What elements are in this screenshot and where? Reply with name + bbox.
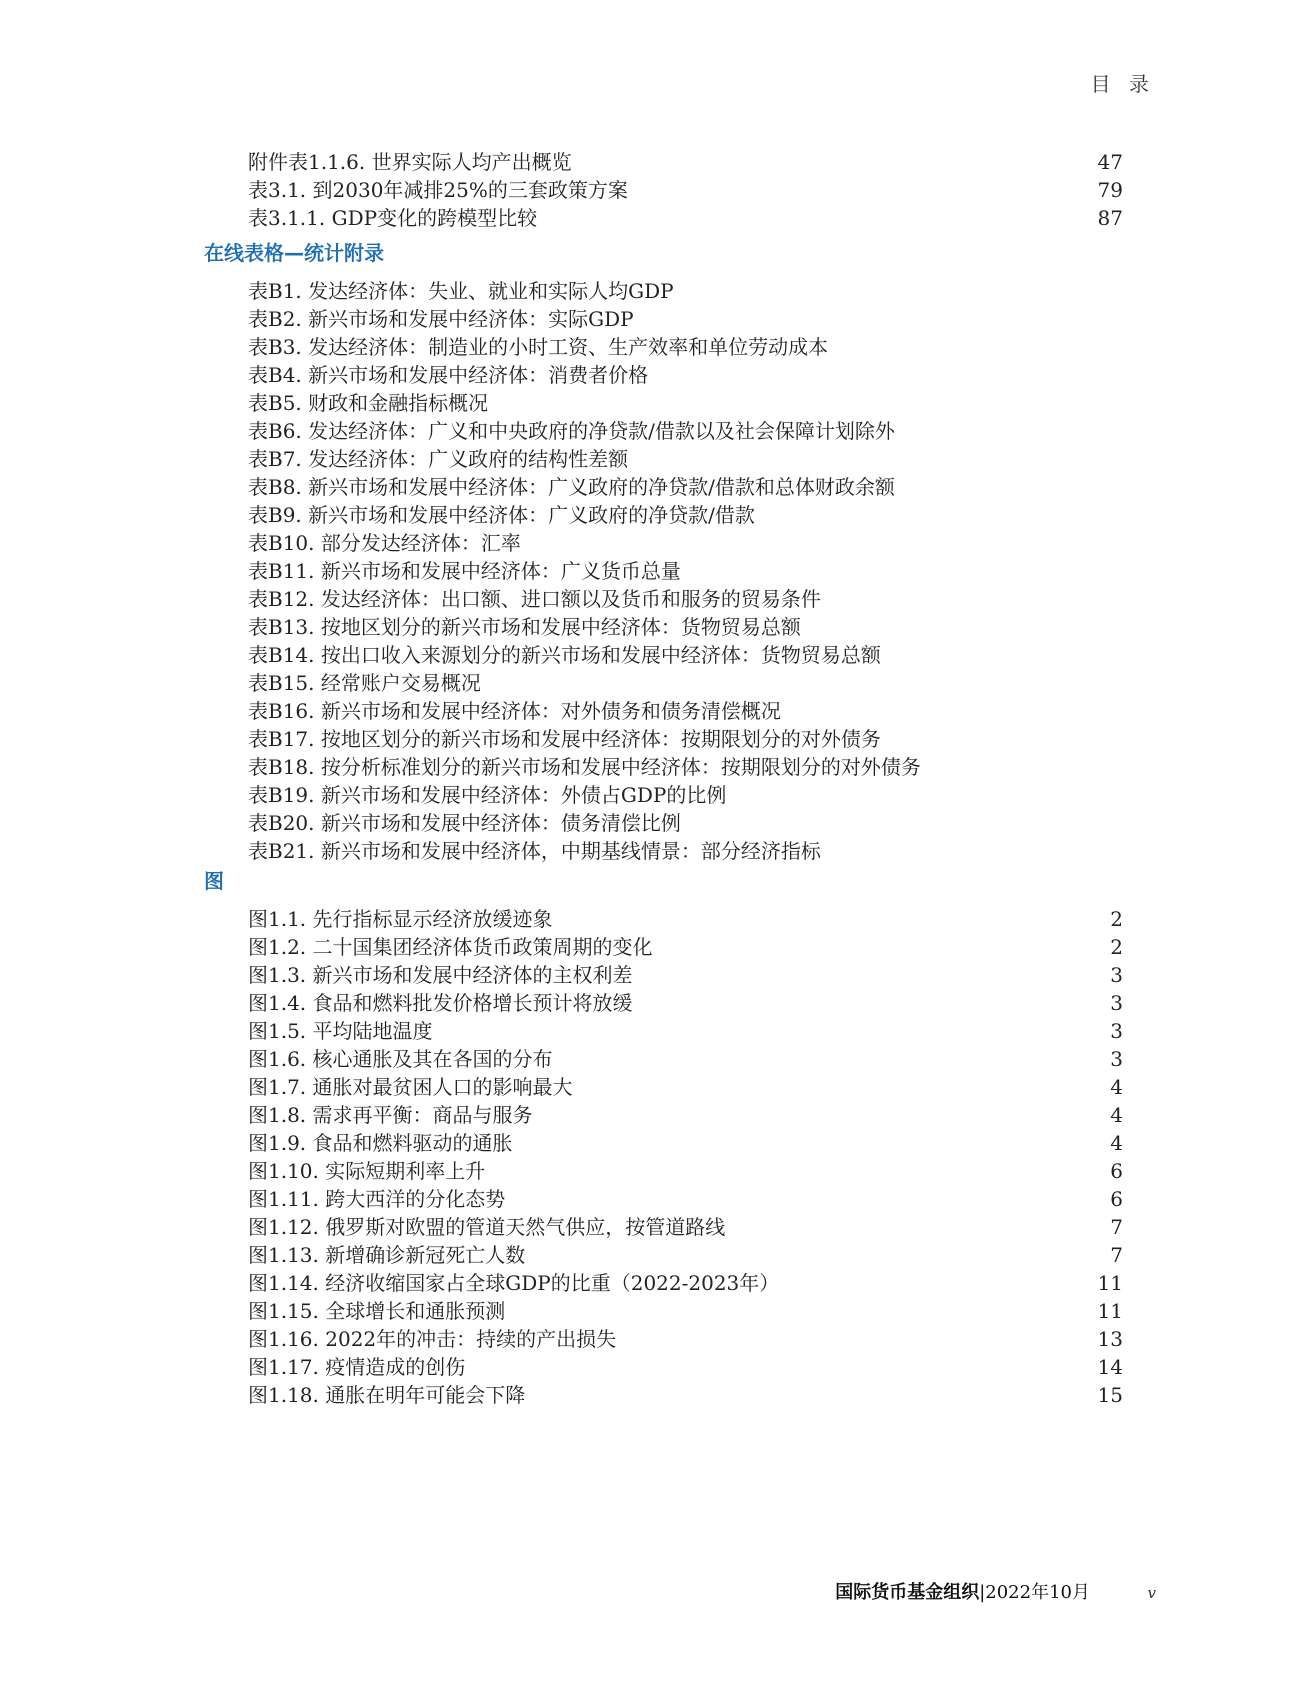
toc-entry[interactable] (248, 175, 1123, 205)
toc-entry[interactable] (248, 1072, 1123, 1102)
toc-entry[interactable] (248, 612, 1123, 642)
toc-entry[interactable] (248, 203, 1123, 233)
toc-entry-label: 图1.11. 跨大西洋的分化态势 (248, 1187, 506, 1211)
toc-entry[interactable] (248, 780, 1123, 810)
toc-entry[interactable] (248, 1184, 1123, 1214)
toc-entry-label: 图1.15. 全球增长和通胀预测 (248, 1299, 506, 1323)
toc-entry-page-number: 2 (1110, 907, 1123, 931)
toc-entry[interactable] (248, 388, 1123, 418)
toc-entry-page-number: 4 (1110, 1131, 1123, 1155)
toc-entry-label: 表B11. 新兴市场和发展中经济体：广义货币总量 (248, 559, 681, 583)
toc-entry-label: 表B15. 经常账户交易概况 (248, 671, 481, 695)
section-heading-online-tables: 在线表格—统计附录 (204, 241, 384, 265)
toc-entry-label: 图1.6. 核心通胀及其在各国的分布 (248, 1047, 553, 1071)
toc-entry[interactable] (248, 500, 1123, 530)
toc-entry[interactable] (248, 147, 1123, 177)
toc-entry-label: 图1.10. 实际短期利率上升 (248, 1159, 486, 1183)
toc-entry[interactable] (248, 1268, 1123, 1298)
toc-entry-label: 表B8. 新兴市场和发展中经济体：广义政府的净贷款/借款和总体财政余额 (248, 475, 895, 499)
toc-entry[interactable] (248, 1156, 1123, 1186)
toc-entry-page-number: 4 (1110, 1075, 1123, 1099)
toc-entry-page-number: 2 (1110, 935, 1123, 959)
toc-entry[interactable] (248, 1016, 1123, 1046)
toc-entry-label: 图1.18. 通胀在明年可能会下降 (248, 1383, 526, 1407)
toc-entry-label: 表B18. 按分析标准划分的新兴市场和发展中经济体：按期限划分的对外债务 (248, 755, 921, 779)
toc-entry[interactable] (248, 752, 1123, 782)
toc-entry[interactable] (248, 1380, 1123, 1410)
toc-entry-page-number: 15 (1097, 1383, 1123, 1407)
toc-entry-label: 表B6. 发达经济体：广义和中央政府的净贷款/借款以及社会保障计划除外 (248, 419, 895, 443)
toc-entry[interactable] (248, 1352, 1123, 1382)
toc-entry[interactable] (248, 1128, 1123, 1158)
toc-entry-page-number: 6 (1110, 1159, 1123, 1183)
toc-entry-label: 表3.1. 到2030年减排25%的三套政策方案 (248, 178, 628, 202)
toc-entry-label: 表B16. 新兴市场和发展中经济体：对外债务和债务清偿概况 (248, 699, 781, 723)
toc-entry[interactable] (248, 472, 1123, 502)
toc-entry-label: 表B14. 按出口收入来源划分的新兴市场和发展中经济体：货物贸易总额 (248, 643, 881, 667)
toc-entry-label: 表B3. 发达经济体：制造业的小时工资、生产效率和单位劳动成本 (248, 335, 829, 359)
toc-entry[interactable] (248, 668, 1123, 698)
toc-entry-label: 图1.14. 经济收缩国家占全球GDP的比重（2022-2023年） (248, 1271, 780, 1295)
toc-entry-label: 图1.17. 疫情造成的创伤 (248, 1355, 466, 1379)
toc-entry[interactable] (248, 1324, 1123, 1354)
toc-entry[interactable] (248, 584, 1123, 614)
toc-entry-page-number: 4 (1110, 1103, 1123, 1127)
toc-entry[interactable] (248, 556, 1123, 586)
section-heading-figures: 图 (204, 869, 224, 893)
toc-entry[interactable] (248, 640, 1123, 670)
toc-entry-page-number: 7 (1110, 1215, 1123, 1239)
toc-entry-label: 图1.4. 食品和燃料批发价格增长预计将放缓 (248, 991, 633, 1015)
toc-entry-page-number: 6 (1110, 1187, 1123, 1211)
toc-entry-label: 表B1. 发达经济体：失业、就业和实际人均GDP (248, 279, 674, 303)
toc-entry-label: 图1.16. 2022年的冲击：持续的产出损失 (248, 1327, 617, 1351)
toc-entry[interactable] (248, 696, 1123, 726)
toc-entry-label: 表B13. 按地区划分的新兴市场和发展中经济体：货物贸易总额 (248, 615, 801, 639)
toc-entry-label: 表B12. 发达经济体：出口额、进口额以及货币和服务的贸易条件 (248, 587, 821, 611)
toc-entry[interactable] (248, 1044, 1123, 1074)
page-footer (0, 1578, 1300, 1608)
toc-entry-label: 表B2. 新兴市场和发展中经济体：实际GDP (248, 307, 634, 331)
toc-entry-label: 表B4. 新兴市场和发展中经济体：消费者价格 (248, 363, 649, 387)
toc-entry[interactable] (248, 528, 1123, 558)
toc-entry-label: 图1.7. 通胀对最贫困人口的影响最大 (248, 1075, 573, 1099)
toc-entry-label: 表B19. 新兴市场和发展中经济体：外债占GDP的比例 (248, 783, 727, 807)
toc-entry[interactable] (248, 836, 1123, 866)
toc-entry[interactable] (248, 332, 1123, 362)
toc-entry[interactable] (248, 960, 1123, 990)
toc-entry-label: 图1.12. 俄罗斯对欧盟的管道天然气供应，按管道路线 (248, 1215, 726, 1239)
toc-entry[interactable] (248, 988, 1123, 1018)
toc-entry-page-number: 7 (1110, 1243, 1123, 1267)
toc-entry-page-number: 11 (1097, 1299, 1123, 1323)
toc-entry[interactable] (248, 1100, 1123, 1130)
toc-entry[interactable] (248, 304, 1123, 334)
footer-publisher-name: 国际货币基金组织 (835, 1582, 980, 1603)
toc-entry-page-number: 3 (1110, 1019, 1123, 1043)
running-header-title: 目 录 (1090, 72, 1155, 96)
toc-entry-page-number: 14 (1097, 1355, 1123, 1379)
toc-entry-label: 图1.5. 平均陆地温度 (248, 1019, 433, 1043)
toc-entry-label: 图1.13. 新增确诊新冠死亡人数 (248, 1243, 526, 1267)
toc-entry-label: 图1.9. 食品和燃料驱动的通胀 (248, 1131, 513, 1155)
toc-entry[interactable] (248, 1212, 1123, 1242)
toc-entry-page-number: 87 (1097, 206, 1123, 230)
toc-entry-label: 表B9. 新兴市场和发展中经济体：广义政府的净贷款/借款 (248, 503, 755, 527)
toc-entry-label: 表B10. 部分发达经济体：汇率 (248, 531, 521, 555)
toc-entry[interactable] (248, 1240, 1123, 1270)
footer-date: 2022年10月 (985, 1582, 1090, 1603)
toc-entry[interactable] (248, 932, 1123, 962)
toc-entry-page-number: 3 (1110, 1047, 1123, 1071)
toc-entry-label: 表B17. 按地区划分的新兴市场和发展中经济体：按期限划分的对外债务 (248, 727, 881, 751)
toc-entry[interactable] (248, 360, 1123, 390)
toc-entry[interactable] (248, 1296, 1123, 1326)
toc-entry-page-number: 3 (1110, 991, 1123, 1015)
toc-entry-label: 图1.2. 二十国集团经济体货币政策周期的变化 (248, 935, 653, 959)
toc-entry-label: 表B5. 财政和金融指标概况 (248, 391, 489, 415)
toc-entry-label: 表B21. 新兴市场和发展中经济体，中期基线情景：部分经济指标 (248, 839, 821, 863)
toc-entry-page-number: 79 (1097, 178, 1123, 202)
footer-separator: | (979, 1582, 986, 1603)
toc-entry-label: 图1.8. 需求再平衡：商品与服务 (248, 1103, 533, 1127)
toc-entry-label: 图1.1. 先行指标显示经济放缓迹象 (248, 907, 553, 931)
toc-entry[interactable] (248, 724, 1123, 754)
footer-publisher (835, 1578, 1090, 1608)
toc-entry[interactable] (248, 416, 1123, 446)
toc-entry-page-number: 3 (1110, 963, 1123, 987)
toc-entry[interactable] (248, 444, 1123, 474)
toc-entry-page-number: 11 (1097, 1271, 1123, 1295)
toc-entry-label: 表3.1.1. GDP变化的跨模型比较 (248, 206, 538, 230)
toc-entry-label: 图1.3. 新兴市场和发展中经济体的主权利差 (248, 963, 633, 987)
toc-entry-page-number: 13 (1097, 1327, 1123, 1351)
toc-entry-page-number: 47 (1097, 150, 1123, 174)
footer-page-number: v (1147, 1584, 1156, 1602)
toc-entry[interactable] (248, 904, 1123, 934)
toc-entry[interactable] (248, 276, 1123, 306)
toc-entry-label: 附件表1.1.6. 世界实际人均产出概览 (248, 150, 572, 174)
toc-entry[interactable] (248, 808, 1123, 838)
toc-entry-label: 表B7. 发达经济体：广义政府的结构性差额 (248, 447, 629, 471)
toc-entry-label: 表B20. 新兴市场和发展中经济体：债务清偿比例 (248, 811, 681, 835)
